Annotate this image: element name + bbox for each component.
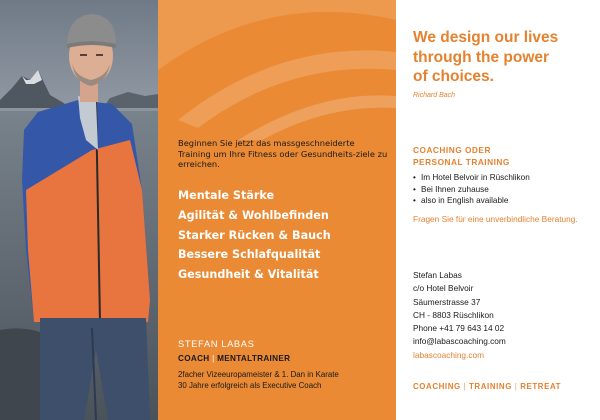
eye-right [96,54,103,56]
contact-phone[interactable]: Phone +41 79 643 14 02 [413,323,505,334]
benefit-item: Gesundheit & Vitalität [178,268,319,282]
quote-line: of choices. [413,68,494,85]
orange-panel [158,0,396,420]
consultation-cta: Fragen Sie für eine unverbindliche Beratung. [413,214,578,224]
services-list [413,172,530,207]
benefit-item: Agilität & Wohlbefinden [178,208,329,222]
coach-awards [178,369,339,391]
tag-separator: | [463,382,467,391]
benefit-item: Mentale Stärke [178,189,275,202]
quote-line: We design our lives [413,29,559,46]
service-item [413,172,530,184]
contact-co: c/o Hotel Belvoir [413,283,474,294]
contact-name: Stefan Labas [413,270,462,280]
service-item-label: also in English available [421,196,509,206]
bullet-icon: • [413,196,416,206]
intro-text: Beginnen Sie jetzt das massgeschneiderte Training um Ihre Fitness oder Gesundheits-ziele zu erreichen. [178,138,388,170]
footer-tags [413,382,561,391]
service-item-label: Bei Ihnen zuhause [421,184,489,194]
services-heading-line: COACHING ODER [413,145,491,155]
coach-role [178,354,290,363]
info-panel [396,0,600,420]
contact-email[interactable]: info@labascoaching.com [413,336,506,347]
role-separator: | [212,354,215,363]
shore [0,328,40,420]
benefit-item: Bessere Schlafqualität [178,248,321,262]
service-item [413,195,530,207]
quote [413,28,558,87]
quote-line: through the power [413,48,550,66]
bullet-icon: • [413,173,416,182]
benefits-list [178,186,331,285]
services-heading [413,145,510,168]
role-mentaltrainer: MENTALTRAINER [217,354,291,363]
services-heading-line: PERSONAL TRAINING [413,156,510,167]
tag-separator: | [514,382,518,391]
benefit-item: Starker Rücken & Bauch [178,228,331,242]
swoosh-bottom [238,95,396,140]
service-item-label: Im Hotel Belvoir in Rüschlikon [421,173,530,182]
contact-block [413,269,506,362]
tag-training: TRAINING [469,382,512,391]
eye-left [80,54,87,56]
role-coach: COACH [178,354,210,363]
contact-street: Säumerstrasse 37 [413,296,481,307]
award-executive: 30 Jahre erfolgreich als Executive Coach [178,381,322,390]
coach-photo [0,0,158,420]
service-item [413,184,530,196]
tag-coaching: COACHING [413,382,461,391]
website-link[interactable]: labascoaching.com [413,349,485,360]
coach-name: STEFAN LABAS [178,338,255,349]
contact-city: CH - 8803 Rüschlikon [413,309,494,320]
coach-photo-illustration [0,0,158,420]
award-karate: 2facher Vizeeuropameister & 1. Dan in Karate [178,370,339,379]
decorative-swoosh [158,0,396,140]
tag-retreat: RETREAT [520,382,562,391]
bullet-icon: • [413,184,416,194]
quote-author: Richard Bach [413,92,456,99]
